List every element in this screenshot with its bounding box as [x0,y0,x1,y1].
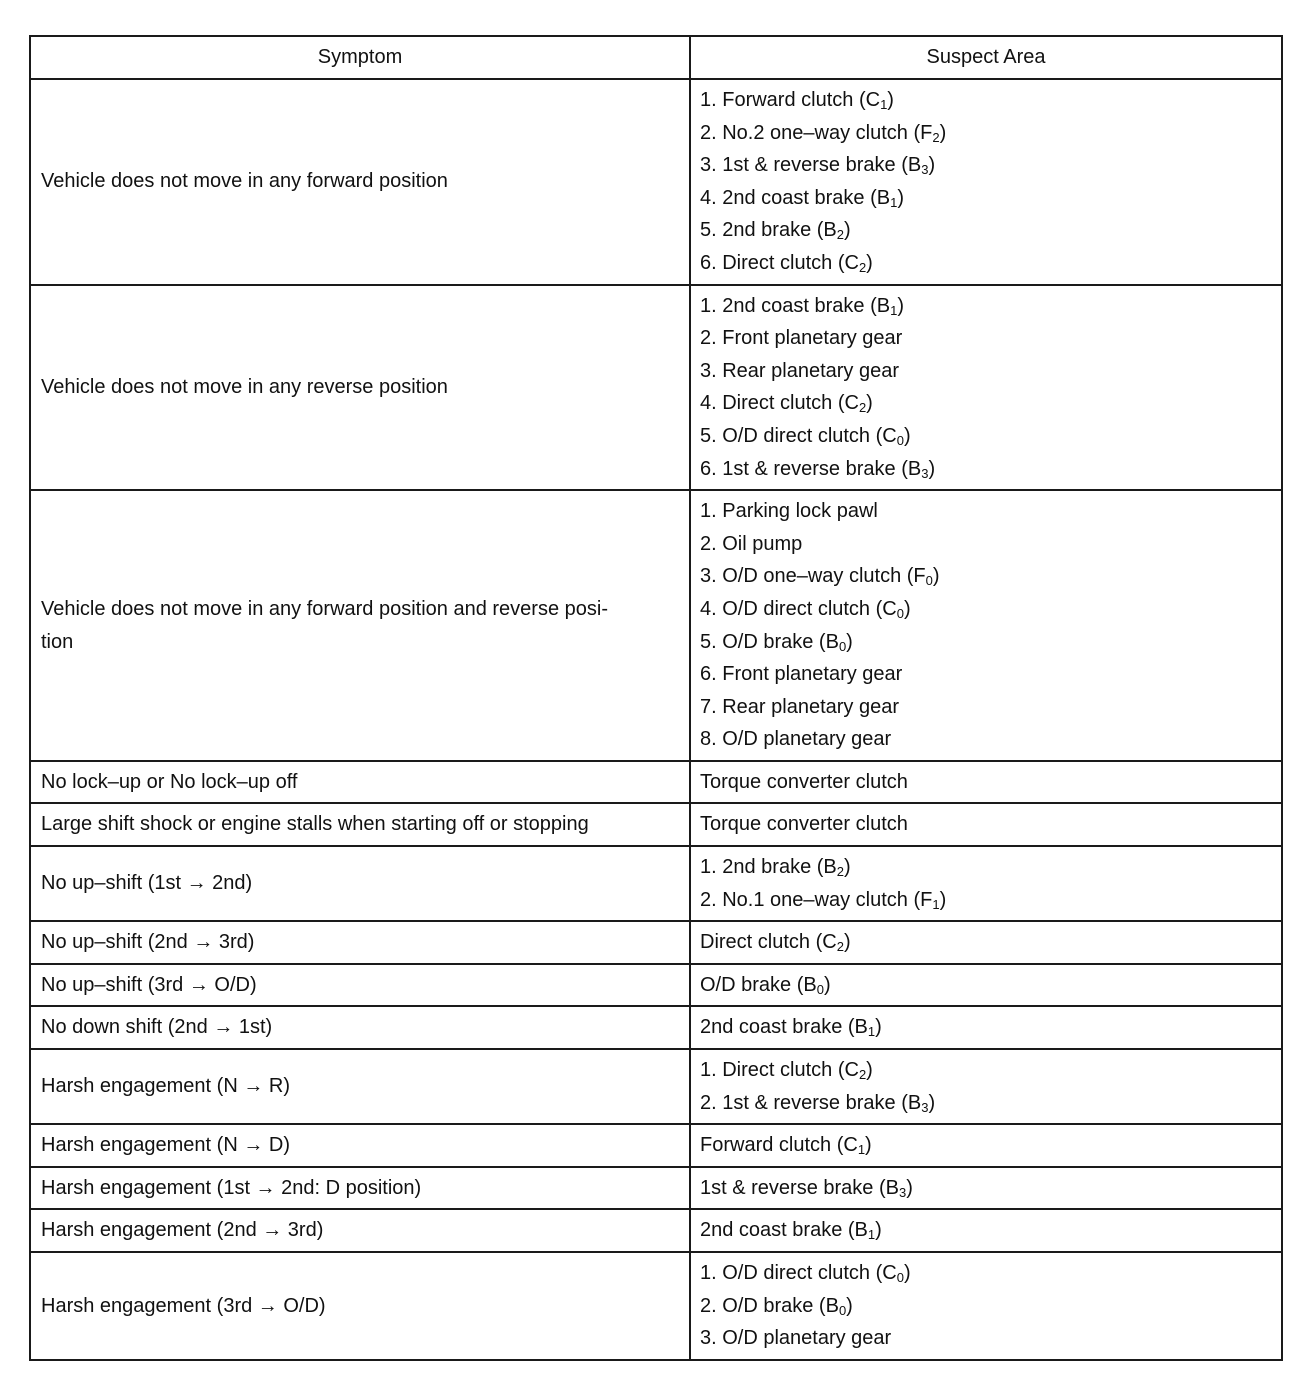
suspect-area-cell [690,285,1282,491]
symptom-text: No up–shift (3rd → O/D) [41,973,257,996]
symptom-text: tion [41,630,74,653]
subscript-digit: 0 [838,1302,847,1318]
table-row [30,285,1282,491]
suspect-area-cell [690,1124,1282,1167]
symptom-table [29,35,1283,1361]
suspect-area-item: O/D brake $(B_0)$ [700,973,831,997]
suspect-area-item: 2nd coast brake $(B_1)$ [700,1016,882,1040]
suspect-area-item: 4. O/D direct clutch $(C_0)$ [700,597,911,621]
symptom-cell [30,761,690,804]
subscript-digit: 2 [836,864,844,880]
suspect-area-item: 1. O/D direct clutch $(C_0)$ [700,1262,911,1285]
symptom-cell [30,803,690,846]
subscript-digit: 1 [867,1024,876,1040]
suspect-area-item: 5. O/D direct clutch $(C_0)$ [700,424,911,448]
symptom-column-header: Symptom [30,36,690,79]
symptom-text: Harsh engagement (1st → 2nd: D position) [41,1176,422,1199]
subscript-digit: 3 [921,1099,929,1115]
symptom-text: Harsh engagement (N → R) [41,1075,290,1098]
symptom-cell [30,1167,690,1210]
symptom-text: No down shift (2nd → 1st) [41,1016,273,1039]
symptom-cell [30,490,690,761]
suspect-area-item: 3. O/D planetary gear [700,1327,892,1350]
table-row [30,921,1282,964]
suspect-area-cell [690,803,1282,846]
subscript-digit: 1 [857,1142,866,1158]
subscript-digit: 1 [890,194,898,210]
table-row [30,964,1282,1007]
subscript-digit: 0 [816,981,824,997]
suspect-area-item: 3. 1st & reverse brake $(B_3)$ [700,154,936,178]
suspect-area-item: Torque converter clutch [700,813,908,836]
suspect-area-item: Forward clutch $(C_1)$ [700,1134,872,1158]
table-row [30,803,1282,846]
suspect-area-item: 6. Direct clutch $(C_2)$ [700,251,873,275]
suspect-area-item: 1st & reverse brake $(B_3)$ [700,1176,913,1200]
symptom-text: No lock–up or No lock–up off [41,770,298,793]
subscript-digit: 3 [921,162,929,178]
subscript-digit: 2 [836,939,844,955]
suspect-area-cell [690,1049,1282,1124]
suspect-area-item: 1. 2nd coast brake $(B_1)$ [700,294,905,318]
suspect-area-cell [690,761,1282,804]
suspect-area-cell [690,964,1282,1007]
symptom-cell [30,1049,690,1124]
table-row [30,1209,1282,1252]
suspect-area-item: 2. Front planetary gear [700,327,903,350]
symptom-text: Harsh engagement (3rd → O/D) [41,1294,326,1317]
table-row [30,1252,1282,1360]
suspect-area-cell [690,79,1282,285]
suspect-area-cell [690,1006,1282,1049]
suspect-area-item: 2nd coast brake $(B_1)$ [700,1219,882,1243]
subscript-digit: 2 [858,400,867,416]
troubleshooting-sheet [29,35,1281,1361]
subscript-digit: 2 [932,129,940,145]
suspect-area-item: 5. 2nd brake $(B_2)$ [700,219,851,243]
table-body [30,79,1282,1360]
suspect-area-column-header: Suspect Area [690,36,1282,79]
symptom-text: Harsh engagement (2nd → 3rd) [41,1219,324,1242]
suspect-area-cell [690,846,1282,921]
subscript-digit: 2 [836,227,844,243]
suspect-area-item: 6. 1st & reverse brake $(B_3)$ [700,457,936,481]
suspect-area-item: 2. O/D brake $(B_0)$ [700,1294,853,1318]
suspect-area-cell [690,490,1282,761]
symptom-text: Vehicle does not move in any reverse position [41,376,448,399]
symptom-cell [30,285,690,491]
suspect-area-item: 5. O/D brake $(B_0)$ [700,630,853,654]
table-row [30,761,1282,804]
suspect-area-item: 3. Rear planetary gear [700,359,900,382]
symptom-cell [30,1252,690,1360]
suspect-area-item: 4. 2nd coast brake $(B_1)$ [700,186,905,210]
symptom-cell [30,1124,690,1167]
symptom-text: Vehicle does not move in any forward position and reverse posi- [41,597,608,620]
subscript-digit: 3 [921,465,929,481]
table-header-row [30,36,1282,79]
table-row [30,1124,1282,1167]
table-row [30,490,1282,761]
suspect-area-cell [690,1209,1282,1252]
symptom-cell [30,964,690,1007]
subscript-digit: 1 [932,896,940,912]
suspect-area-item: 7. Rear planetary gear [700,695,900,718]
subscript-digit: 3 [898,1184,907,1200]
subscript-digit: 0 [896,1270,904,1285]
suspect-area-item: 3. O/D one–way clutch $(F_0)$ [700,565,940,589]
symptom-text: Large shift shock or engine stalls when starting off or stopping [41,813,589,836]
suspect-area-item: 1. Parking lock pawl [700,500,878,523]
suspect-area-item: 1. Direct clutch $(C_2)$ [700,1059,873,1083]
symptom-cell [30,1006,690,1049]
symptom-cell [30,79,690,285]
suspect-area-item: 8. O/D planetary gear [700,728,892,751]
suspect-area-item: Direct clutch $(C_2)$ [700,931,851,955]
subscript-digit: 1 [890,302,898,318]
symptom-text: Vehicle does not move in any forward position [41,170,448,193]
table-row [30,1049,1282,1124]
subscript-digit: 0 [838,638,847,654]
suspect-area-item: 2. No.1 one–way clutch $(F_1)$ [700,888,947,912]
subscript-digit: 1 [867,1227,876,1243]
table-row [30,846,1282,921]
subscript-digit: 1 [880,97,888,112]
subscript-digit: 2 [858,259,867,275]
subscript-digit: 2 [858,1067,867,1083]
suspect-area-item: 2. 1st & reverse brake $(B_3)$ [700,1091,936,1115]
suspect-area-item: 4. Direct clutch $(C_2)$ [700,392,873,416]
subscript-digit: 0 [896,432,904,448]
suspect-area-item: 1. 2nd brake $(B_2)$ [700,856,851,880]
suspect-area-cell [690,1167,1282,1210]
symptom-text: Harsh engagement (N → D) [41,1134,290,1157]
symptom-text: No up–shift (1st → 2nd) [41,872,253,895]
subscript-digit: 0 [896,605,904,621]
suspect-area-item: 6. Front planetary gear [700,663,903,686]
suspect-area-item: 2. Oil pump [700,532,803,555]
subscript-digit: 0 [925,573,933,589]
symptom-cell [30,921,690,964]
table-row [30,1006,1282,1049]
suspect-area-cell [690,921,1282,964]
table-row [30,1167,1282,1210]
suspect-area-cell [690,1252,1282,1360]
suspect-area-item: 1. Forward clutch $(C_1)$ [700,89,894,112]
symptom-cell [30,1209,690,1252]
symptom-cell [30,846,690,921]
suspect-area-item: 2. No.2 one–way clutch $(F_2)$ [700,121,947,145]
suspect-area-item: Torque converter clutch [700,770,908,793]
symptom-text: No up–shift (2nd → 3rd) [41,931,255,954]
table-row [30,79,1282,285]
